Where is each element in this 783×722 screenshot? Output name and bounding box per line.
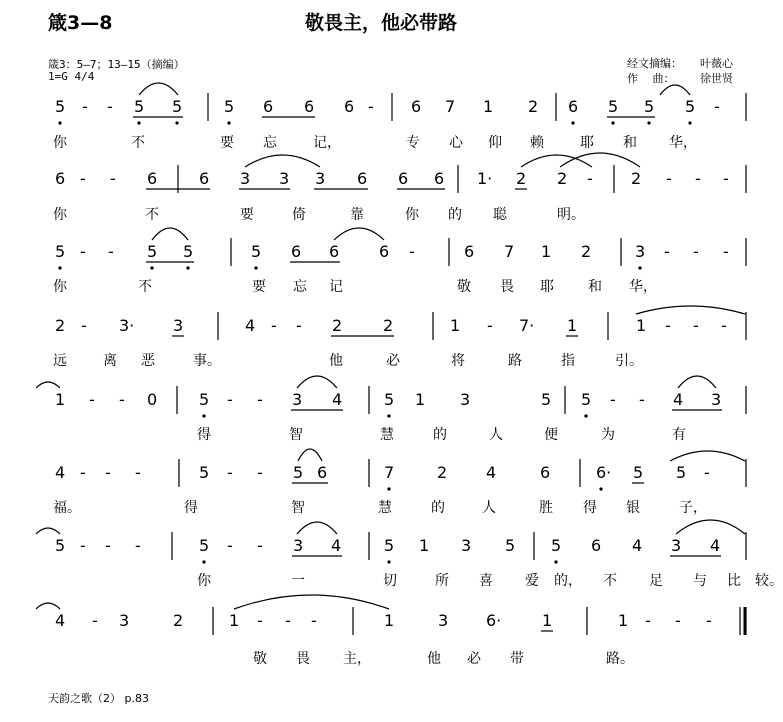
note: 4 — [710, 536, 721, 555]
lyric-syllable: 智 — [289, 427, 303, 443]
scripture-source: 箴3：5—7；13—15（摘编） — [48, 58, 185, 71]
lyric-syllable: 倚 — [292, 207, 306, 223]
lyric-syllable: 华， — [629, 279, 657, 295]
lyric-syllable: 要 — [252, 279, 266, 295]
duration-dash: - — [285, 611, 291, 630]
lyric-syllable: 记， — [313, 135, 341, 151]
chapter-reference: 箴3—8 — [48, 12, 113, 34]
lyric-syllable: 银 — [626, 500, 640, 516]
note: 1 — [636, 316, 647, 335]
note: 2 — [173, 611, 184, 630]
duration-dash: - — [721, 316, 727, 335]
lyric-syllable: 恶 — [141, 353, 155, 369]
duration-dash: - — [296, 316, 302, 335]
note: 5 — [644, 97, 655, 116]
note: 6 — [317, 463, 328, 482]
low-octave-dot — [387, 487, 390, 490]
note: 6 — [540, 463, 551, 482]
note: 3 — [279, 169, 290, 188]
note: 4 — [332, 390, 343, 409]
lyric-syllable: 有 — [672, 427, 686, 443]
duration-dash: - — [80, 536, 86, 555]
lyric-syllable: 路。 — [606, 651, 634, 667]
note: 6 — [568, 97, 579, 116]
note: 5 — [224, 97, 235, 116]
slur — [152, 228, 188, 240]
low-octave-dot — [599, 487, 602, 490]
lyric-syllable: 耶 — [540, 279, 554, 295]
lyric-syllable: 聪 — [493, 207, 507, 223]
lyric-syllable: 一 — [291, 573, 305, 589]
lyric-syllable: 爱 — [525, 573, 539, 589]
lyric-syllable: 耶 — [580, 135, 594, 151]
note: 5 — [608, 97, 619, 116]
duration-dash: - — [587, 169, 593, 188]
songbook-footer: 天韵之歌（2） p.83 — [48, 692, 149, 705]
note: 6 — [434, 169, 445, 188]
lyric-syllable: 专 — [406, 135, 420, 151]
lyric-syllable: 胜 — [539, 500, 553, 516]
lyric-syllable: 你 — [197, 573, 211, 589]
duration-dash: - — [105, 536, 111, 555]
note: 3· — [119, 316, 135, 335]
lyric-syllable: 敬 — [253, 651, 267, 667]
slur — [245, 155, 320, 167]
duration-dash: - — [135, 463, 141, 482]
lyric-syllable: 和 — [623, 135, 637, 151]
lyric-syllable: 切 — [383, 573, 397, 589]
note: 3 — [240, 169, 251, 188]
note: 2 — [581, 242, 592, 261]
low-octave-dot — [571, 121, 574, 124]
duration-dash: - — [108, 242, 114, 261]
note: 3 — [438, 611, 449, 630]
lyric-syllable: 必 — [386, 353, 400, 369]
slur — [297, 376, 337, 388]
note: 5 — [55, 97, 66, 116]
note: 3 — [671, 536, 682, 555]
note: 5 — [633, 463, 644, 482]
lyric-syllable: 华， — [669, 135, 697, 151]
low-octave-dot — [554, 560, 557, 563]
duration-dash: - — [80, 242, 86, 261]
slur — [670, 451, 745, 461]
duration-dash: - — [704, 463, 710, 482]
note: 5 — [199, 390, 210, 409]
note: 5 — [199, 463, 210, 482]
note: 0 — [147, 390, 158, 409]
note: 6 — [357, 169, 368, 188]
lyric-syllable: 敬 — [457, 279, 471, 295]
lyric-syllable: 忘 — [293, 279, 307, 295]
lyric-syllable: 你 — [53, 207, 67, 223]
lyric-syllable: 较。 — [755, 573, 783, 589]
note: 3 — [635, 242, 646, 261]
duration-dash: - — [723, 242, 729, 261]
lyric-syllable: 的 — [433, 427, 447, 443]
lyric-syllable: 忘 — [263, 135, 277, 151]
duration-dash: - — [693, 316, 699, 335]
note: 4 — [632, 536, 643, 555]
key-signature: 1=G 4/4 — [48, 70, 95, 83]
lyric-syllable: 要 — [220, 135, 234, 151]
slur — [36, 382, 60, 388]
lyric-syllable: 慧 — [380, 427, 394, 443]
lyric-syllable: 不 — [131, 135, 145, 151]
note: 5 — [134, 97, 145, 116]
note: 5 — [676, 463, 687, 482]
duration-dash: - — [675, 611, 681, 630]
slur — [36, 603, 60, 609]
lyric-syllable: 人 — [489, 427, 503, 443]
duration-dash: - — [135, 536, 141, 555]
note: 2 — [528, 97, 539, 116]
lyric-syllable: 将 — [451, 353, 465, 369]
low-octave-dot — [387, 414, 390, 417]
note: 1 — [419, 536, 430, 555]
note: 2 — [516, 169, 527, 188]
low-octave-dot — [58, 121, 61, 124]
note: 3 — [315, 169, 326, 188]
lyric-syllable: 福。 — [53, 500, 81, 516]
note: 7 — [445, 97, 456, 116]
note: 4 — [55, 611, 66, 630]
lyric-syllable: 离 — [103, 353, 117, 369]
note: 3 — [293, 536, 304, 555]
duration-dash: - — [80, 463, 86, 482]
low-octave-dot — [647, 121, 650, 124]
slur — [297, 522, 337, 534]
note: 5 — [384, 390, 395, 409]
lyric-syllable: 你 — [53, 135, 67, 151]
note: 6 — [147, 169, 158, 188]
lyric-syllable: 为 — [601, 427, 615, 443]
note: 6 — [379, 242, 390, 261]
duration-dash: - — [311, 611, 317, 630]
note: 2 — [557, 169, 568, 188]
slur — [676, 520, 745, 534]
lyric-syllable: 不 — [138, 279, 152, 295]
slur — [678, 376, 716, 388]
note: 5 — [147, 242, 158, 261]
duration-dash: - — [89, 390, 95, 409]
note: 6 — [464, 242, 475, 261]
duration-dash: - — [119, 390, 125, 409]
lyric-syllable: 人 — [482, 500, 496, 516]
composer-label: 作 曲： — [627, 72, 675, 85]
note: 3 — [173, 316, 184, 335]
lyric-syllable: 靠 — [350, 207, 364, 223]
lyric-syllable: 便 — [544, 427, 558, 443]
low-octave-dot — [58, 266, 61, 269]
note: 5 — [251, 242, 262, 261]
note: 4 — [331, 536, 342, 555]
lyric-syllable: 畏 — [500, 279, 514, 295]
note: 3 — [292, 390, 303, 409]
duration-dash: - — [257, 611, 263, 630]
low-octave-dot — [638, 266, 641, 269]
note: 2 — [332, 316, 343, 335]
duration-dash: - — [666, 169, 672, 188]
note: 5 — [384, 536, 395, 555]
lyric-syllable: 远 — [53, 353, 67, 369]
note: 1 — [450, 316, 461, 335]
slur — [560, 153, 640, 167]
lyric-syllable: 足 — [649, 573, 663, 589]
note: 1 — [541, 242, 552, 261]
duration-dash: - — [227, 463, 233, 482]
lyric-syllable: 不 — [603, 573, 617, 589]
lyric-syllable: 所 — [435, 573, 449, 589]
lyric-syllable: 带 — [510, 651, 524, 667]
duration-dash: - — [257, 390, 263, 409]
slur — [521, 155, 592, 167]
duration-dash: - — [487, 316, 493, 335]
lyric-syllable: 事。 — [193, 353, 221, 369]
lyric-syllable: 的 — [448, 207, 462, 223]
note: 2 — [437, 463, 448, 482]
lyric-syllable: 和 — [588, 279, 602, 295]
lyric-syllable: 与 — [693, 573, 707, 589]
note: 1 — [618, 611, 629, 630]
note: 6 — [329, 242, 340, 261]
composer-name: 徐世贤 — [700, 72, 733, 85]
slur — [298, 449, 322, 461]
note: 5 — [183, 242, 194, 261]
lyric-syllable: 路 — [508, 353, 522, 369]
arranger-name: 叶薇心 — [700, 57, 733, 70]
note: 3 — [119, 611, 130, 630]
note: 7 — [384, 463, 395, 482]
slur — [636, 306, 745, 314]
note: 6 — [398, 169, 409, 188]
lyric-syllable: 他 — [329, 353, 343, 369]
slur — [660, 85, 690, 95]
note: 3 — [460, 390, 471, 409]
note: 6 — [291, 242, 302, 261]
duration-dash: - — [723, 169, 729, 188]
low-octave-dot — [584, 414, 587, 417]
note: 5 — [505, 536, 516, 555]
note: 7· — [519, 316, 535, 335]
duration-dash: - — [706, 611, 712, 630]
lyric-syllable: 得 — [583, 500, 597, 516]
note: 2 — [383, 316, 394, 335]
duration-dash: - — [257, 463, 263, 482]
lyric-syllable: 得 — [184, 500, 198, 516]
note: 6 — [344, 97, 355, 116]
note: 6 — [304, 97, 315, 116]
note: 1 — [384, 611, 395, 630]
slur — [139, 83, 178, 95]
low-octave-dot — [150, 266, 153, 269]
low-octave-dot — [175, 121, 178, 124]
note: 4 — [486, 463, 497, 482]
lyric-syllable: 指 — [561, 353, 575, 369]
duration-dash: - — [82, 97, 88, 116]
note: 4 — [245, 316, 256, 335]
duration-dash: - — [610, 390, 616, 409]
duration-dash: - — [105, 463, 111, 482]
note: 4 — [673, 390, 684, 409]
duration-dash: - — [639, 390, 645, 409]
low-octave-dot — [254, 266, 257, 269]
note: 5 — [685, 97, 696, 116]
note: 6 — [55, 169, 66, 188]
lyric-syllable: 不 — [145, 207, 159, 223]
lyric-syllable: 明。 — [557, 207, 585, 223]
note: 6 — [591, 536, 602, 555]
lyric-syllable: 得 — [197, 427, 211, 443]
note: 5 — [551, 536, 562, 555]
low-octave-dot — [186, 266, 189, 269]
duration-dash: - — [81, 316, 87, 335]
note: 5 — [55, 536, 66, 555]
low-octave-dot — [227, 121, 230, 124]
lyric-syllable: 记 — [329, 279, 343, 295]
lyric-syllable: 畏 — [296, 651, 310, 667]
lyric-syllable: 喜 — [479, 573, 493, 589]
duration-dash: - — [645, 611, 651, 630]
note: 5 — [199, 536, 210, 555]
duration-dash: - — [665, 316, 671, 335]
note: 1 — [415, 390, 426, 409]
lyric-syllable: 主， — [343, 651, 371, 667]
note: 6 — [199, 169, 210, 188]
low-octave-dot — [688, 121, 691, 124]
lyric-syllable: 仰 — [488, 135, 502, 151]
note: 1 — [483, 97, 494, 116]
duration-dash: - — [368, 97, 374, 116]
lyric-syllable: 心 — [449, 135, 463, 151]
note: 3 — [711, 390, 722, 409]
duration-dash: - — [693, 242, 699, 261]
lyric-syllable: 比 — [727, 573, 741, 589]
lyric-syllable: 他 — [427, 651, 441, 667]
lyric-syllable: 引。 — [615, 353, 643, 369]
low-octave-dot — [202, 560, 205, 563]
note: 1 — [55, 390, 66, 409]
note: 6 — [411, 97, 422, 116]
low-octave-dot — [137, 121, 140, 124]
lyric-syllable: 赖 — [530, 135, 544, 151]
duration-dash: - — [664, 242, 670, 261]
duration-dash: - — [92, 611, 98, 630]
duration-dash: - — [227, 390, 233, 409]
lyric-syllable: 你 — [405, 207, 419, 223]
song-title: 敬畏主，他必带路 — [305, 12, 458, 34]
duration-dash: - — [80, 169, 86, 188]
note: 6 — [263, 97, 274, 116]
duration-dash: - — [257, 536, 263, 555]
low-octave-dot — [611, 121, 614, 124]
lyric-syllable: 子， — [679, 500, 707, 516]
note: 3 — [461, 536, 472, 555]
arranger-label: 经文摘编： — [627, 57, 682, 70]
note: 6· — [596, 463, 612, 482]
duration-dash: - — [227, 536, 233, 555]
low-octave-dot — [387, 560, 390, 563]
lyric-syllable: 必 — [467, 651, 481, 667]
note: 1 — [542, 611, 553, 630]
note: 2 — [631, 169, 642, 188]
duration-dash: - — [107, 97, 113, 116]
note: 1 — [229, 611, 240, 630]
note: 1 — [567, 316, 578, 335]
note: 2 — [55, 316, 66, 335]
lyric-syllable: 你 — [53, 279, 67, 295]
duration-dash: - — [409, 242, 415, 261]
note: 5 — [293, 463, 304, 482]
slur — [234, 595, 389, 609]
note: 7 — [504, 242, 515, 261]
duration-dash: - — [110, 169, 116, 188]
lyric-syllable: 要 — [240, 207, 254, 223]
slur — [36, 528, 60, 534]
lyric-syllable: 慧 — [378, 500, 392, 516]
duration-dash: - — [714, 97, 720, 116]
note: 5 — [541, 390, 552, 409]
note: 4 — [55, 463, 66, 482]
slur — [334, 228, 384, 240]
note: 5 — [172, 97, 183, 116]
lyric-syllable: 智 — [291, 500, 305, 516]
lyric-syllable: 的， — [554, 573, 582, 589]
duration-dash: - — [695, 169, 701, 188]
lyric-syllable: 的 — [431, 500, 445, 516]
note: 1· — [477, 169, 493, 188]
duration-dash: - — [271, 316, 277, 335]
note: 5 — [55, 242, 66, 261]
note: 5 — [581, 390, 592, 409]
low-octave-dot — [202, 414, 205, 417]
note: 6· — [486, 611, 502, 630]
